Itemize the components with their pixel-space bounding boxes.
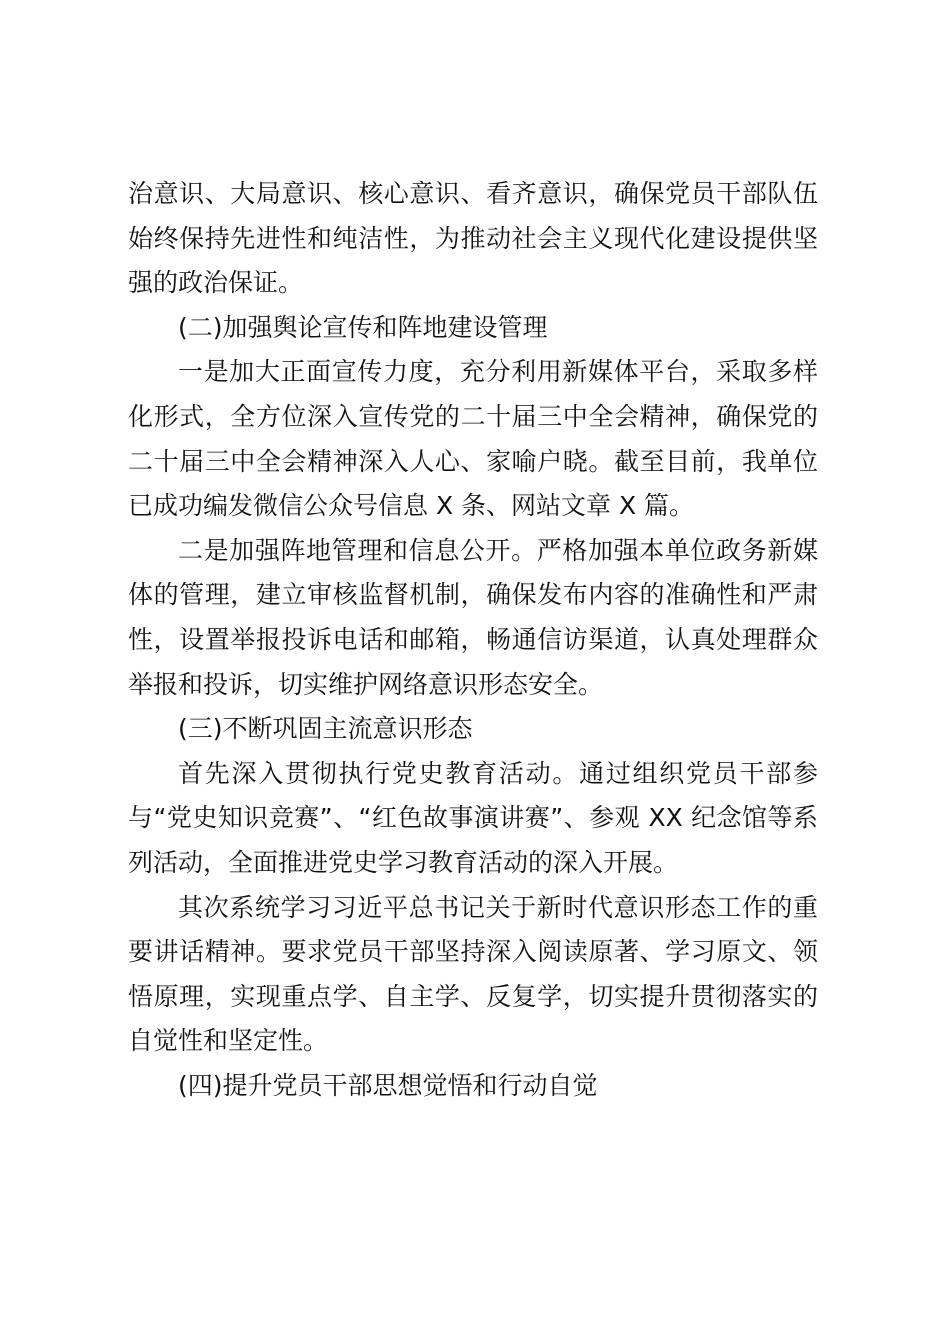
paragraph-party-history: 首先深入贯彻执行党史教育活动。通过组织党员干部参与“党史知识竞赛”、“红色故事演讲赛”、参观 XX 纪念馆等系列活动，全面推进党史学习教育活动的深入开展。 <box>128 758 818 877</box>
paragraph-publicity: 一是加大正面宣传力度，充分利用新媒体平台，采取多样化形式，全方位深入宣传党的二十届三中全会精神，确保党的二十届三中全会精神深入人心、家喻户晓。截至目前，我单位已成功编发微信公众号信息 X 条、网站文章 X 篇。 <box>128 357 818 521</box>
paragraph-position-management: 二是加强阵地管理和信息公开。严格加强本单位政务新媒体的管理，建立审核监督机制，确保发布内容的准确性和严肃性，设置举报投诉电话和邮箱，畅通信访渠道，认真处理群众举报和投诉，切实维护网络意识形态安全。 <box>128 535 818 699</box>
paragraph-study-speech: 其次系统学习习近平总书记关于新时代意识形态工作的重要讲话精神。要求党员干部坚持深入阅读原著、学习原文、领悟原理，实现重点学、自主学、反复学，切实提升贯彻落实的自觉性和坚定性。 <box>128 892 818 1056</box>
section-heading-4: (四)提升党员干部思想觉悟和行动自觉 <box>178 1070 598 1100</box>
document-page <box>128 172 818 1108</box>
section-heading-3: (三)不断巩固主流意识形态 <box>178 714 473 744</box>
paragraph-continued: 治意识、大局意识、核心意识、看齐意识，确保党员干部队伍始终保持先进性和纯洁性，为推动社会主义现代化建设提供坚强的政治保证。 <box>128 179 818 298</box>
section-heading-2: (二)加强舆论宣传和阵地建设管理 <box>178 312 548 342</box>
